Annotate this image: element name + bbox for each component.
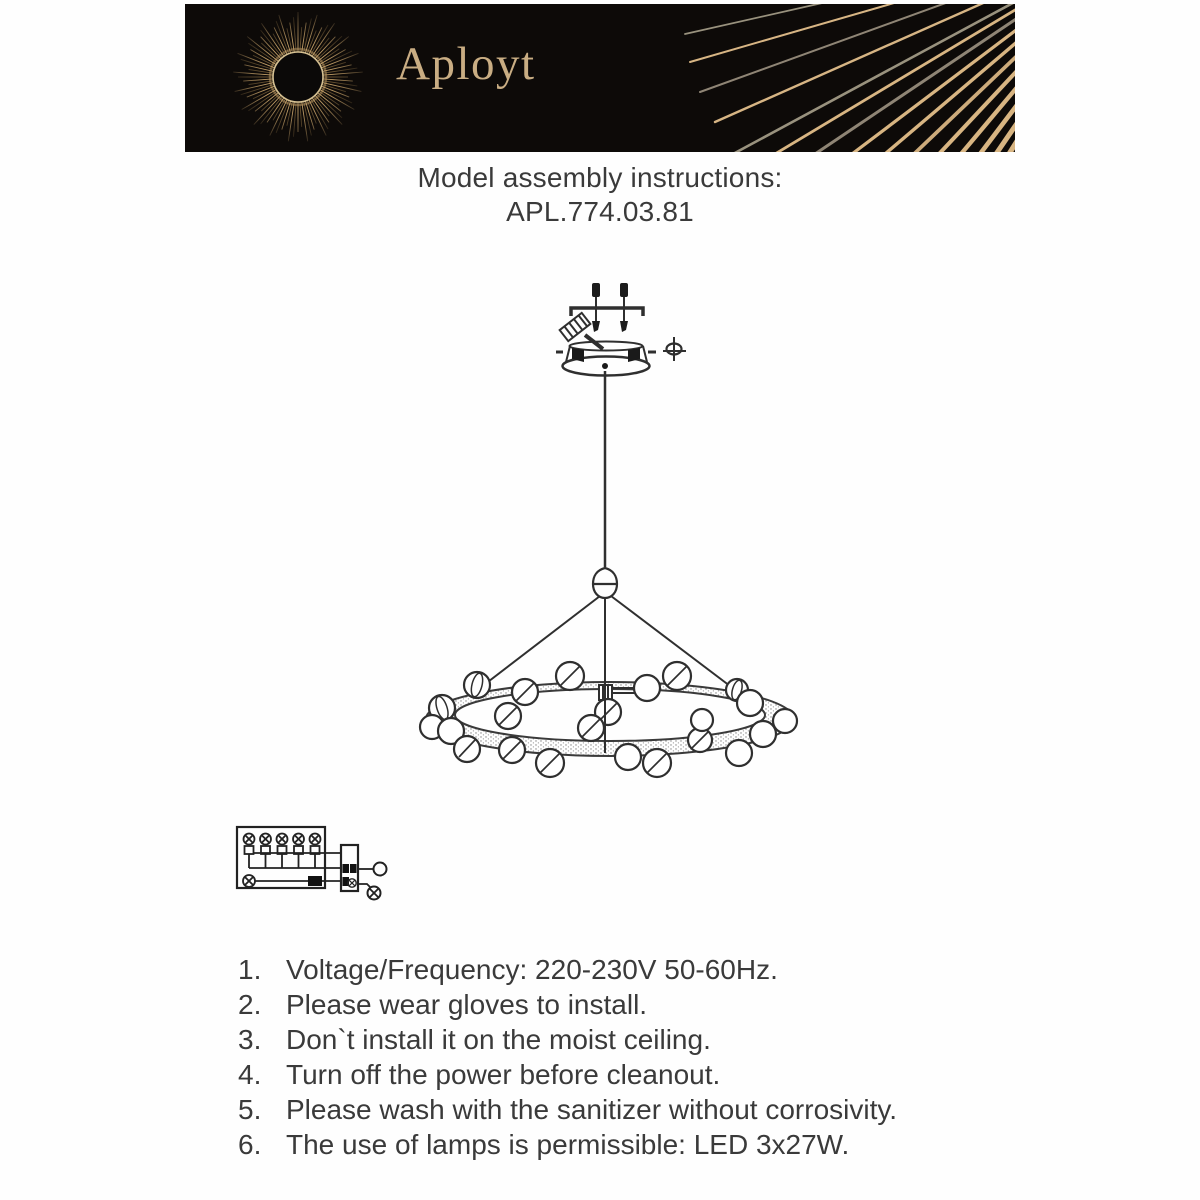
item-number: 3. [238,1024,262,1055]
item-text: Voltage/Frequency: 220-230V 50-60Hz. [286,954,778,985]
item-text: Turn off the power before cleanout. [286,1059,721,1090]
driver-block [341,845,358,891]
instruction-item [238,987,1018,1022]
page-title: Model assembly instructions: [417,162,783,193]
item-text: Please wash with the sanitizer without corrosivity. [286,1094,898,1125]
brand-name: Aployt [396,38,536,90]
wiring-diagram [237,827,387,900]
instruction-item [238,1057,1018,1092]
item-number: 4. [238,1059,262,1090]
terminal-screws [244,834,321,869]
inline-connector [308,876,322,886]
item-text: Don`t install it on the moist ceiling. [286,1024,711,1055]
chandelier-line-drawing [420,283,797,777]
cord-grip [593,568,617,598]
wire-lamp-2 [358,884,370,887]
ceiling-canopy [556,342,656,376]
instruction-item [238,1092,1018,1127]
item-number: 6. [238,1129,262,1160]
item-text: Please wear gloves to install. [286,989,648,1020]
item-number: 1. [238,954,262,985]
ground-terminal-icon [243,875,255,887]
model-number: APL.774.03.81 [506,196,694,227]
screw-detail-icon [663,337,686,361]
instruction-item [238,952,1018,987]
item-number: 2. [238,989,262,1020]
lamp-connector-icon [374,863,387,876]
instruction-list [238,952,1018,1162]
item-number: 5. [238,1094,262,1125]
lamp-terminal-icon [368,887,381,900]
instruction-item [238,1022,1018,1057]
instruction-item [238,1127,1018,1162]
item-text: The use of lamps is permissible: LED 3x27W. [286,1129,850,1160]
lamp-balls [420,662,797,777]
